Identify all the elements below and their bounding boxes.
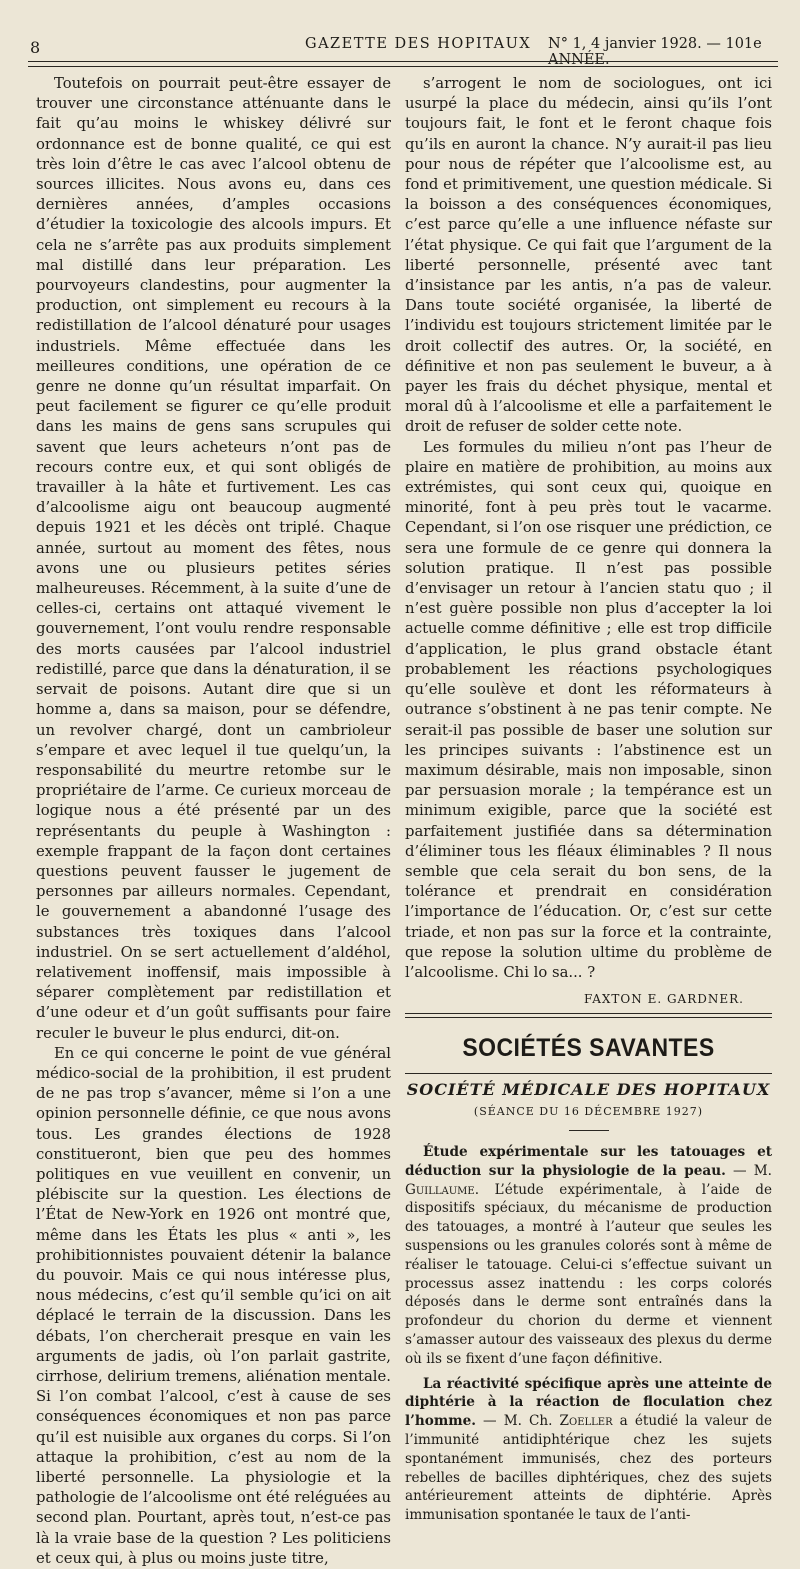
author-name: Guillaume <box>405 1181 475 1198</box>
communications <box>405 1143 772 1525</box>
author-signature: FAXTON E. GARDNER. <box>583 992 744 1007</box>
paragraph: Les formules du milieu n’ont pas l’heur de plaire en matière de prohibition, au moins aux extrémistes, qui sont ceux qui, quoique en minorité, font à peu près tout le vacarme. Cependant, si l’on ose risquer une prédiction, ce sera une formule de ce genre qui donnera la solution pratique. Il n’est pas possible d’envisager un retour à l’ancien statu quo ; il n’est guère possible non plus d’accepter la loi actuelle comme définitive ; elle est trop difficile d’application, le plus grand obstacle étant probablement les réactions psychologiques qu’elle soulève et dont les réformateurs à outrance s’obstinent à ne pas tenir compte. Ne serait-il pas possible de baser une solution sur les principes suivants : l’abstinence est un maximum désirable, mais non imposable, sinon par persuasion morale ; la tempérance est un minimum exigible, parce que la société est parfaitement justifiée dans sa détermination d’éliminer tous les fléaux éliminables ? Il nous semble que cela serait du bon sens, de la tolérance et prendrait en considération l’importance de l’éducation. Or, c’est sur cette triade, et non pas sur la force et la contrainte, que repose la solution ultime du problème de l’alcoolisme. Chi lo sa... ? <box>405 438 772 981</box>
header-rule-thin <box>28 66 778 67</box>
header-rule <box>28 61 778 62</box>
author-name: Zoeller <box>559 1413 613 1430</box>
issue-info: N° 1, 4 janvier 1928. — 101e ANNÉE. <box>548 36 762 68</box>
right-column <box>405 74 772 1531</box>
section-rule-thin <box>405 1017 772 1018</box>
section-title: SOCIÉTÉS SAVANTES <box>462 1034 715 1063</box>
communication-text: a étudié la valeur de l’immunité antidiphtérique chez les sujets spontanément immunisés, chez des porteurs rebelles de bacilles diphtériques, chez des sujets antérieurement atteints de diphtérie. Après immunisation spontanée le taux de l’anti- <box>405 1413 772 1524</box>
page-number: 8 <box>30 38 41 57</box>
left-column <box>36 74 391 1569</box>
section-rule <box>405 1073 772 1074</box>
paragraph: s’arrogent le nom de sociologues, ont ici usurpé la place du médecin, ainsi qu’ils l’ont toujours fait, le font et le feront chaque fois qu’ils en auront la chance. N’y aurait-il pas lieu pour nous de répéter que l’alcoolisme est, au fond et primitivement, une question médicale. Si la boisson a des conséquences économiques, c’est parce qu’elle a une influence néfaste sur l’état physique. Ce qui fait que l’argument de la liberté personnelle, présenté avec tant d’insistance par les antis, n’a pas de valeur. Dans toute société organisée, la liberté de l’individu est toujours strictement limitée par le droit collectif des autres. Or, la société, en définitive et non pas seulement le buveur, a à payer les frais du déchet physique, mental et moral dû à l’alcoolisme et elle a parfaitement le droit de refuser de solder cette note. <box>405 75 772 436</box>
communication-title: Étude expérimentale sur les tatouages et déduction sur la physiologie de la peau. <box>405 1143 772 1179</box>
communication <box>405 1143 772 1369</box>
seance-date: (SÉANCE DU 16 DÉCEMBRE 1927) <box>473 1104 704 1118</box>
paragraph: Toutefois on pourrait peut-être essayer de trouver une circonstance atténuante dans le fait qu’au moins le whiskey délivré sur ordonnance est de bonne qualité, ce qui est très loin d’être le cas avec l’alcool obtenu de sources illicites. Nous avons eu, dans ces dernières années, d’amples occasions d’étudier la toxicologie des alcools impurs. Et cela ne s’arrête pas aux produits simplement mal distillé dans leur préparation. Les pourvoyeurs clandestins, pour augmenter la production, ont simplement eu recours à la redistillation de l’alcool dénaturé pour usages industriels. Même effectuée dans les meilleures conditions, une opération de ce genre ne donne qu’un résultat imparfait. On peut facilement se figurer ce qu’elle produit dans les mains de gens sans scrupules qui savent que leurs acheteurs n’ont pas de recours contre eux, et qui sont obligés de travailler à la hâte et furtivement. Les cas d’alcoolisme aigu ont beaucoup augmenté depuis 1921 et les décès ont triplé. Chaque année, surtout au moment des fêtes, nous avons une ou plusieurs petites séries malheureuses. Récemment, à la suite d’une de celles-ci, certains ont attaqué vivement le gouvernement, l’ont voulu rendre responsable des morts causées par l’alcool industriel redistillé, parce que dans la dénaturation, il se servait de poisons. Autant dire que si un homme a, dans sa maison, pour se défendre, un revolver chargé, dont un cambrioleur s’empare et avec lequel il tue quelqu’un, la responsabilité du meurtre retombe sur le propriétaire de l’arme. Ce curieux morceau de logique nous a été présenté par un des représentants du peuple à Washington : exemple frappant de la façon dont certaines questions peuvent fausser le jugement de personnes par ailleurs normales. Cependant, le gouvernement a abandonné l’usage des substances très toxiques dans l’alcool industriel. On se sert actuellement d’aldéhol, relativement inoffensif, mais impossible à séparer complètement par redistillation et d’une odeur et d’un goût suffisants pour faire reculer le buveur le plus endurci, dit-on. <box>36 75 391 1042</box>
journal-title: GAZETTE DES HOPITAUX <box>305 36 532 52</box>
communication-title: La réactivité spécifique après une atteinte de diphtérie à la réaction de floculation chez l’homme. <box>405 1375 772 1430</box>
author-prefix: — M. Ch. <box>476 1413 560 1430</box>
author-prefix: — M. <box>725 1162 772 1179</box>
communication-text: . L’étude expérimentale, à l’aide de dispositifs spéciaux, du mécanisme de production des tatouages, a montré à l’auteur que seules les suspensions ou les granules colorés sont à même de réaliser le tatouage. Celui-ci s’effectue suivant un processus assez inattendu : les corps colorés déposés dans le derme sont entraînés dans la profondeur du chorion du derme et viennent s’amasser autour des vaisseaux des plexus du derme où ils se fixent d’une façon définitive. <box>405 1181 772 1367</box>
society-title: SOCIÉTÉ MÉDICALE DES HOPITAUX <box>406 1079 771 1099</box>
section-rule <box>405 1013 772 1014</box>
paragraph: En ce qui concerne le point de vue général médico-social de la prohibition, il est prudent de ne pas trop s’avancer, même si l’on a une opinion personnelle définie, ce que nous avons tous. Les grandes élections de 1928 constitueront, bien que peu des hommes politiques en vue veuillent en convenir, un plébiscite sur la question. Les élections de l’État de New-York en 1926 ont montré que, même dans les États les plus « anti », les prohibitionnistes pouvaient détenir la balance du pouvoir. Mais ce qui nous intéresse plus, nous médecins, c’est qu’il semble qu’ici on ait déplacé le terrain de la discussion. Dans les débats, l’on chercherait presque en vain les arguments de jadis, où l’on parlait gastrite, cirrhose, delirium tremens, aliénation mentale. Si l’on combat l’alcool, c’est à cause de ses conséquences économiques et non pas parce qu’il est nuisible aux organes du corps. Si l’on attaque la prohibition, c’est au nom de la liberté personnelle. La physiologie et la pathologie de l’alcoolisme ont été reléguées au second plan. Pourtant, après tout, n’est-ce pas là la vraie base de la question ? Les politiciens et ceux qui, à plus ou moins juste titre, <box>36 1044 391 1567</box>
divider <box>569 1130 609 1131</box>
communication <box>405 1375 772 1525</box>
